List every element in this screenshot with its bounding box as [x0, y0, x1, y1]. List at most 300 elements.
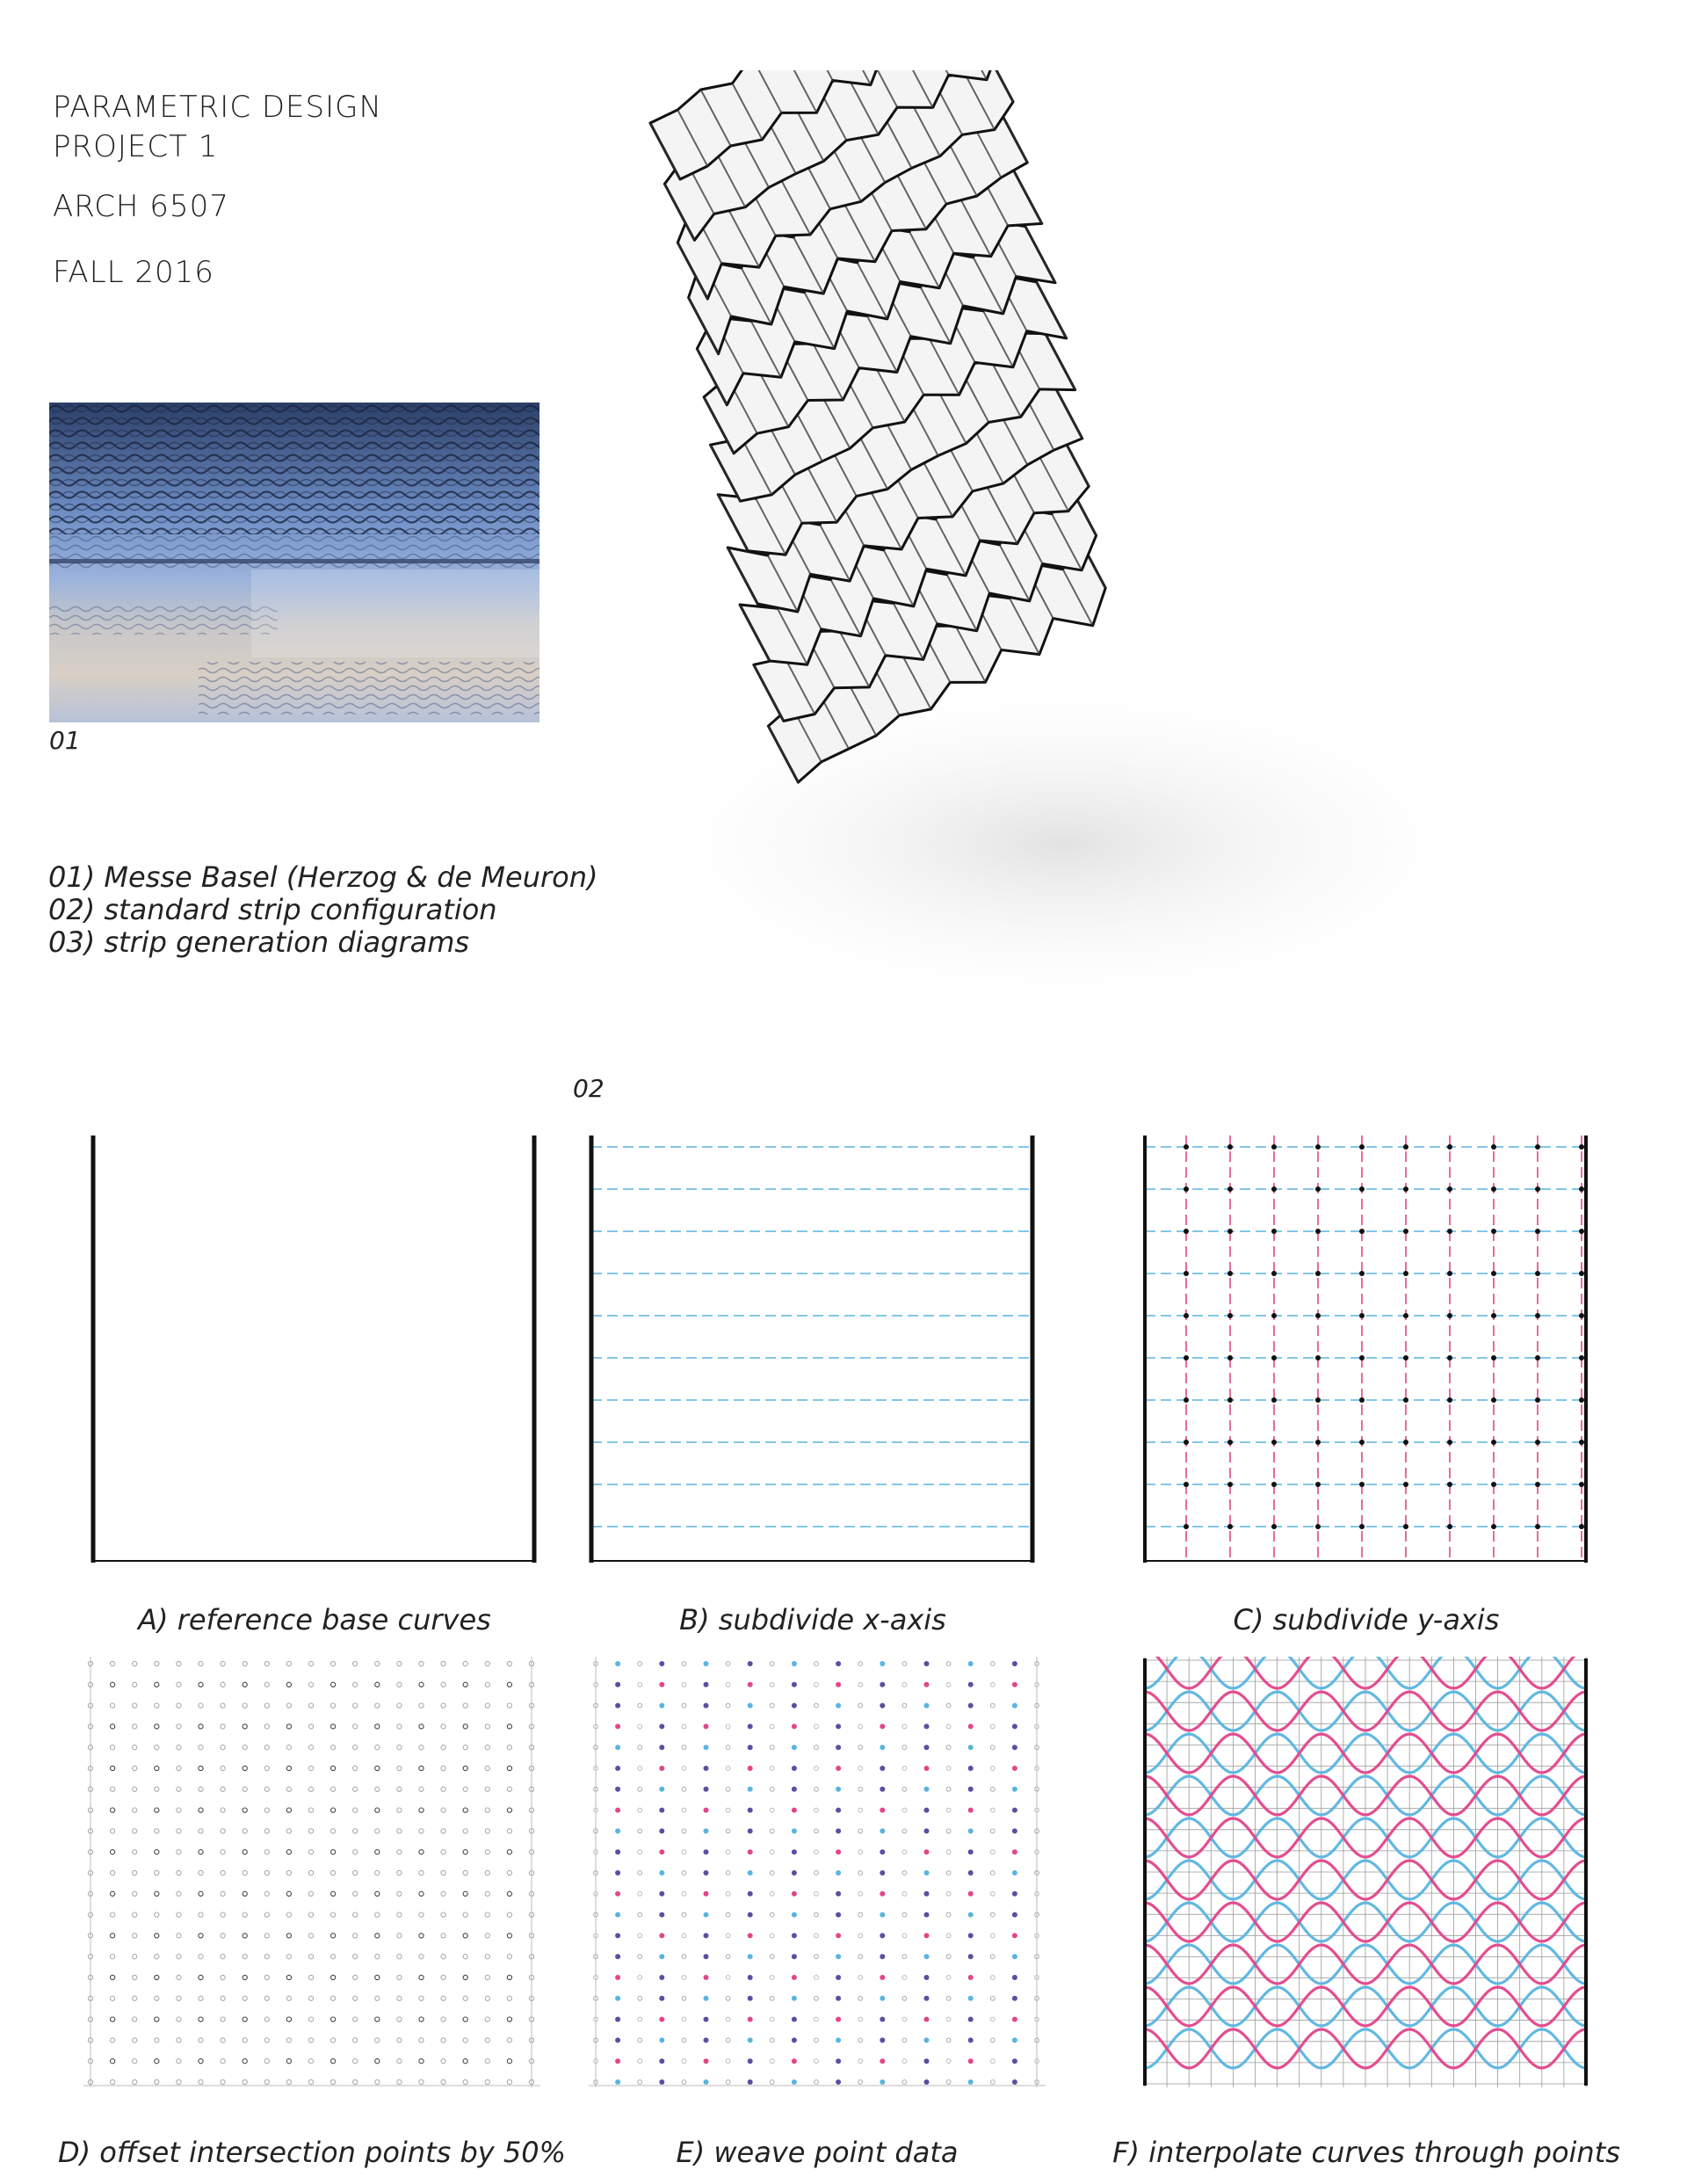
- weave-point: [1012, 1912, 1017, 1918]
- offset-point: [243, 1850, 247, 1854]
- weave-point: [924, 2017, 930, 2022]
- weave-point: [968, 1996, 974, 2001]
- offset-point: [264, 1724, 269, 1729]
- weave-point-empty: [990, 2059, 995, 2064]
- intersection-point: [1184, 1144, 1189, 1150]
- offset-point: [353, 2017, 358, 2021]
- offset-point: [243, 1955, 247, 1959]
- offset-point: [419, 1870, 424, 1875]
- offset-point: [485, 2038, 489, 2043]
- diagram-a-reference-base-curves: [86, 1134, 543, 1564]
- offset-point: [353, 1661, 358, 1665]
- intersection-point: [1315, 1482, 1321, 1487]
- offset-point: [308, 1745, 313, 1750]
- weave-point: [836, 1682, 841, 1687]
- weave-point-empty: [858, 2017, 863, 2021]
- weave-point: [748, 1849, 753, 1854]
- offset-point: [177, 1955, 181, 1959]
- offset-point: [155, 1870, 159, 1875]
- offset-point: [264, 1661, 269, 1665]
- weave-point-empty: [902, 1871, 907, 1876]
- weave-point: [968, 2058, 974, 2064]
- offset-point: [199, 2059, 203, 2064]
- offset-point: [397, 2059, 402, 2064]
- weave-point: [836, 1891, 841, 1897]
- offset-point: [264, 1787, 269, 1791]
- weave-point-empty: [946, 1745, 951, 1750]
- offset-point: [111, 1891, 115, 1896]
- intersection-point: [1491, 1271, 1496, 1276]
- weave-point-empty: [946, 1808, 951, 1812]
- offset-point: [133, 1996, 137, 2000]
- weave-point: [924, 1849, 930, 1854]
- weave-point-empty: [946, 1724, 951, 1729]
- weave-point-empty: [726, 1682, 730, 1687]
- diagram-f-label: F) interpolate curves through points: [1112, 2136, 1620, 2169]
- weave-point: [704, 1933, 709, 1938]
- weave-point: [968, 1703, 974, 1709]
- weave-point: [659, 2079, 664, 2085]
- offset-point: [286, 1912, 291, 1917]
- intersection-point: [1447, 1524, 1452, 1529]
- offset-point: [485, 1724, 489, 1729]
- offset-point: [286, 1766, 291, 1770]
- intersection-point: [1579, 1186, 1584, 1192]
- offset-point: [441, 1912, 445, 1917]
- weave-point: [1012, 1975, 1017, 1980]
- offset-point: [155, 1829, 159, 1833]
- offset-point: [199, 1891, 203, 1896]
- offset-point: [507, 1850, 511, 1854]
- weave-point-empty: [858, 1808, 863, 1812]
- weave-point-empty: [946, 1682, 951, 1687]
- intersection-point: [1579, 1144, 1584, 1150]
- weave-point-empty: [726, 1703, 730, 1708]
- weave-point-empty: [682, 2038, 686, 2043]
- offset-point: [397, 1934, 402, 1938]
- weave-point-empty: [858, 1871, 863, 1876]
- weave-point: [836, 1766, 841, 1771]
- intersection-point: [1403, 1229, 1408, 1234]
- offset-point: [286, 1682, 291, 1687]
- intersection-point: [1184, 1355, 1189, 1360]
- offset-point: [397, 1850, 402, 1854]
- weave-point-empty: [902, 1976, 907, 1980]
- offset-point: [286, 1955, 291, 1959]
- weave-point: [615, 2079, 620, 2085]
- offset-point: [419, 2017, 424, 2021]
- offset-point: [264, 1955, 269, 1959]
- weave-point: [968, 1787, 974, 1792]
- offset-point: [441, 2059, 445, 2064]
- weave-point: [792, 1828, 797, 1833]
- offset-point: [397, 1912, 402, 1917]
- weave-point: [924, 1828, 930, 1833]
- weave-point: [704, 2017, 709, 2022]
- offset-point: [133, 1682, 137, 1687]
- offset-point: [353, 1745, 358, 1750]
- offset-point: [485, 1787, 489, 1791]
- weave-point: [880, 2079, 885, 2085]
- offset-point: [331, 1766, 336, 1770]
- weave-point-empty: [815, 2059, 819, 2064]
- offset-point: [155, 1745, 159, 1750]
- weave-point-empty: [638, 1787, 642, 1791]
- offset-point: [375, 1912, 380, 1917]
- offset-point: [243, 1829, 247, 1833]
- intersection-point: [1579, 1229, 1584, 1234]
- offset-point: [177, 1682, 181, 1687]
- offset-point: [133, 1850, 137, 1854]
- offset-point: [308, 1996, 313, 2000]
- offset-point: [441, 1787, 445, 1791]
- offset-point: [133, 1870, 137, 1875]
- offset-point: [463, 1870, 467, 1875]
- intersection-point: [1227, 1482, 1233, 1487]
- offset-point: [397, 1787, 402, 1791]
- offset-point: [243, 1787, 247, 1791]
- offset-point: [331, 1955, 336, 1959]
- offset-point: [243, 2079, 247, 2084]
- weave-point-empty: [946, 1767, 951, 1771]
- weave-point: [836, 2017, 841, 2022]
- intersection-point: [1491, 1482, 1496, 1487]
- offset-point: [111, 1766, 115, 1770]
- offset-point: [419, 2038, 424, 2043]
- weave-point-empty: [726, 1976, 730, 1980]
- weave-point: [748, 1745, 753, 1750]
- intersection-point: [1535, 1397, 1540, 1403]
- offset-point: [243, 2038, 247, 2043]
- weave-point: [659, 1975, 664, 1980]
- offset-point: [308, 1829, 313, 1833]
- intersection-point: [1271, 1355, 1277, 1360]
- weave-point: [748, 1912, 753, 1918]
- offset-point: [221, 1661, 225, 1665]
- weave-point-empty: [946, 1996, 951, 2000]
- weave-point-empty: [946, 2059, 951, 2064]
- weave-point-empty: [990, 1662, 995, 1666]
- offset-point: [221, 1766, 225, 1770]
- offset-point: [177, 1724, 181, 1729]
- intersection-point: [1535, 1229, 1540, 1234]
- weave-point: [968, 1870, 974, 1876]
- intersection-point: [1579, 1440, 1584, 1445]
- offset-point: [485, 1870, 489, 1875]
- weave-point-empty: [858, 1787, 863, 1791]
- offset-point: [331, 1682, 336, 1687]
- offset-point: [397, 1996, 402, 2000]
- offset-point: [199, 1787, 203, 1791]
- intersection-point: [1315, 1271, 1321, 1276]
- offset-point: [199, 2079, 203, 2084]
- weave-point: [1012, 1661, 1017, 1666]
- weave-point-empty: [858, 1955, 863, 1959]
- offset-point: [419, 1975, 424, 1979]
- weave-point-empty: [815, 1682, 819, 1687]
- weave-point: [1012, 1933, 1017, 1938]
- offset-point: [111, 1955, 115, 1959]
- weave-point: [880, 1996, 885, 2001]
- offset-point: [485, 1745, 489, 1750]
- weave-point-empty: [902, 2059, 907, 2064]
- offset-point: [331, 1808, 336, 1812]
- weave-point-empty: [638, 1955, 642, 1959]
- weave-point-empty: [815, 1745, 819, 1750]
- intersection-point: [1184, 1229, 1189, 1234]
- offset-point: [397, 1703, 402, 1708]
- offset-point: [221, 1850, 225, 1854]
- offset-point: [199, 2017, 203, 2021]
- intersection-point: [1227, 1144, 1233, 1150]
- offset-point: [177, 2059, 181, 2064]
- weave-point-empty: [990, 1703, 995, 1708]
- offset-point: [419, 1724, 424, 1729]
- intersection-point: [1359, 1229, 1365, 1234]
- offset-point: [419, 1829, 424, 1833]
- weave-point: [615, 1891, 620, 1897]
- offset-point: [441, 1766, 445, 1770]
- weave-point-empty: [770, 1787, 774, 1791]
- offset-point: [199, 1975, 203, 1979]
- intersection-point: [1227, 1440, 1233, 1445]
- offset-point: [485, 2059, 489, 2064]
- weave-point: [1012, 2017, 1017, 2022]
- offset-point: [133, 1808, 137, 1812]
- weave-point-empty: [770, 2017, 774, 2021]
- intersection-point: [1579, 1524, 1584, 1529]
- offset-point: [419, 1808, 424, 1812]
- intersection-point: [1535, 1271, 1540, 1276]
- weave-point: [968, 1954, 974, 1959]
- offset-point: [243, 1912, 247, 1917]
- offset-point: [419, 1912, 424, 1917]
- offset-point: [286, 1745, 291, 1750]
- offset-point: [397, 2079, 402, 2084]
- weave-point: [659, 1828, 664, 1833]
- diagram-c-label: C) subdivide y-axis: [1233, 1603, 1500, 1636]
- weave-point-empty: [858, 2038, 863, 2043]
- weave-point-empty: [770, 1808, 774, 1812]
- weave-point: [924, 2037, 930, 2043]
- weave-point: [1012, 2079, 1017, 2085]
- weave-point-empty: [815, 2080, 819, 2085]
- weave-point: [836, 1954, 841, 1959]
- offset-point: [375, 1934, 380, 1938]
- weave-point-empty: [682, 1662, 686, 1666]
- weave-point: [748, 2058, 753, 2064]
- weave-point: [880, 1933, 885, 1938]
- offset-point: [133, 1661, 137, 1665]
- weave-point-empty: [990, 1996, 995, 2000]
- weave-point: [704, 1723, 709, 1729]
- offset-point: [375, 1996, 380, 2000]
- weave-point-empty: [682, 2080, 686, 2085]
- weave-point: [615, 1682, 620, 1687]
- weave-point: [924, 2079, 930, 2085]
- weave-point: [880, 1954, 885, 1959]
- offset-point: [286, 1703, 291, 1708]
- offset-point: [133, 1934, 137, 1938]
- offset-point: [441, 1682, 445, 1687]
- offset-point: [331, 1724, 336, 1729]
- weave-point-empty: [990, 1724, 995, 1729]
- offset-point: [199, 1661, 203, 1665]
- weave-point-empty: [682, 1891, 686, 1896]
- offset-point: [419, 2059, 424, 2064]
- offset-point: [111, 1870, 115, 1875]
- weave-point: [836, 1745, 841, 1750]
- offset-point: [485, 1996, 489, 2000]
- diagram-d-offset-points: [83, 1657, 540, 2087]
- weave-point-empty: [946, 1850, 951, 1854]
- offset-point: [243, 1682, 247, 1687]
- weave-point-empty: [770, 1745, 774, 1750]
- weave-point: [704, 1766, 709, 1771]
- offset-point: [331, 1661, 336, 1665]
- offset-point: [353, 1682, 358, 1687]
- offset-point: [463, 1703, 467, 1708]
- weave-point-empty: [902, 1808, 907, 1812]
- weave-point: [704, 1954, 709, 1959]
- weave-point: [968, 2017, 974, 2022]
- offset-point: [353, 2038, 358, 2043]
- weave-point-empty: [815, 1703, 819, 1708]
- weave-point-empty: [946, 1829, 951, 1833]
- weave-point: [880, 1828, 885, 1833]
- intersection-point: [1447, 1440, 1452, 1445]
- offset-point: [243, 1661, 247, 1665]
- offset-point: [177, 1912, 181, 1917]
- offset-point: [353, 1934, 358, 1938]
- offset-point: [441, 1724, 445, 1729]
- offset-point: [308, 2059, 313, 2064]
- offset-point: [331, 1850, 336, 1854]
- offset-point: [485, 1850, 489, 1854]
- weave-point: [659, 1933, 664, 1938]
- offset-point: [331, 1829, 336, 1833]
- weave-point-empty: [770, 1912, 774, 1917]
- intersection-point: [1227, 1186, 1233, 1192]
- weave-point: [1012, 1745, 1017, 1750]
- weave-point-empty: [726, 1934, 730, 1938]
- offset-point: [375, 1829, 380, 1833]
- offset-point: [308, 1787, 313, 1791]
- weave-point-empty: [770, 1955, 774, 1959]
- offset-point: [419, 1745, 424, 1750]
- weave-point: [836, 1912, 841, 1918]
- intersection-point: [1447, 1144, 1452, 1150]
- weave-point: [615, 1661, 620, 1666]
- weave-point-empty: [946, 1662, 951, 1666]
- diagram-d-label: D) offset intersection points by 50%: [57, 2136, 567, 2169]
- weave-point-empty: [638, 1829, 642, 1833]
- offset-point: [308, 2079, 313, 2084]
- offset-point: [286, 1934, 291, 1938]
- offset-point: [155, 2017, 159, 2021]
- weave-point: [704, 1912, 709, 1918]
- offset-point: [199, 1870, 203, 1875]
- weave-point-empty: [815, 2038, 819, 2043]
- weave-point: [880, 1891, 885, 1897]
- intersection-point: [1535, 1440, 1540, 1445]
- weave-point-empty: [946, 1787, 951, 1791]
- offset-point: [419, 1850, 424, 1854]
- weave-point-empty: [638, 1934, 642, 1938]
- intersection-point: [1227, 1271, 1233, 1276]
- weave-point: [792, 1933, 797, 1938]
- weave-point: [792, 1912, 797, 1918]
- offset-point: [177, 1870, 181, 1875]
- offset-point: [441, 1745, 445, 1750]
- offset-point: [485, 1891, 489, 1896]
- weave-point-empty: [638, 2080, 642, 2085]
- offset-point: [221, 1703, 225, 1708]
- offset-point: [199, 2038, 203, 2043]
- offset-point: [133, 1975, 137, 1979]
- weave-point: [615, 1787, 620, 1792]
- offset-point: [419, 1891, 424, 1896]
- offset-point: [177, 1766, 181, 1770]
- offset-point: [155, 1891, 159, 1896]
- offset-point: [286, 1891, 291, 1896]
- weave-point-empty: [638, 1767, 642, 1771]
- offset-point: [177, 1787, 181, 1791]
- intersection-point: [1359, 1144, 1365, 1150]
- offset-point: [463, 1996, 467, 2000]
- weave-point: [1012, 1891, 1017, 1897]
- intersection-point: [1227, 1313, 1233, 1318]
- weave-point: [836, 1828, 841, 1833]
- offset-point: [243, 1975, 247, 1979]
- weave-point-empty: [990, 1891, 995, 1896]
- offset-point: [286, 1787, 291, 1791]
- intersection-point: [1403, 1313, 1408, 1318]
- offset-point: [485, 1661, 489, 1665]
- offset-point: [308, 1850, 313, 1854]
- offset-point: [463, 2059, 467, 2064]
- weave-point: [792, 1870, 797, 1876]
- offset-point: [133, 1829, 137, 1833]
- offset-point: [463, 1808, 467, 1812]
- weave-point-empty: [726, 1891, 730, 1896]
- offset-point: [485, 1682, 489, 1687]
- weave-point: [615, 1745, 620, 1750]
- caption-03: 03) strip generation diagrams: [48, 925, 470, 959]
- offset-point: [397, 2038, 402, 2043]
- offset-point: [419, 1996, 424, 2000]
- weave-point-empty: [990, 2080, 995, 2085]
- weave-point: [880, 1849, 885, 1854]
- weave-point: [924, 1891, 930, 1897]
- offset-point: [111, 1682, 115, 1687]
- offset-point: [221, 1829, 225, 1833]
- weave-point: [704, 2079, 709, 2085]
- offset-point: [485, 1934, 489, 1938]
- weave-point: [748, 1975, 753, 1980]
- weave-point: [880, 2037, 885, 2043]
- weave-point-empty: [682, 1787, 686, 1791]
- weave-point-empty: [902, 1767, 907, 1771]
- weave-point: [924, 1912, 930, 1918]
- offset-point: [243, 1724, 247, 1729]
- offset-point: [375, 1850, 380, 1854]
- weave-point-empty: [726, 1745, 730, 1750]
- weave-point: [924, 1996, 930, 2001]
- weave-point-empty: [638, 1745, 642, 1750]
- weave-point: [1012, 1787, 1017, 1792]
- offset-point: [353, 1787, 358, 1791]
